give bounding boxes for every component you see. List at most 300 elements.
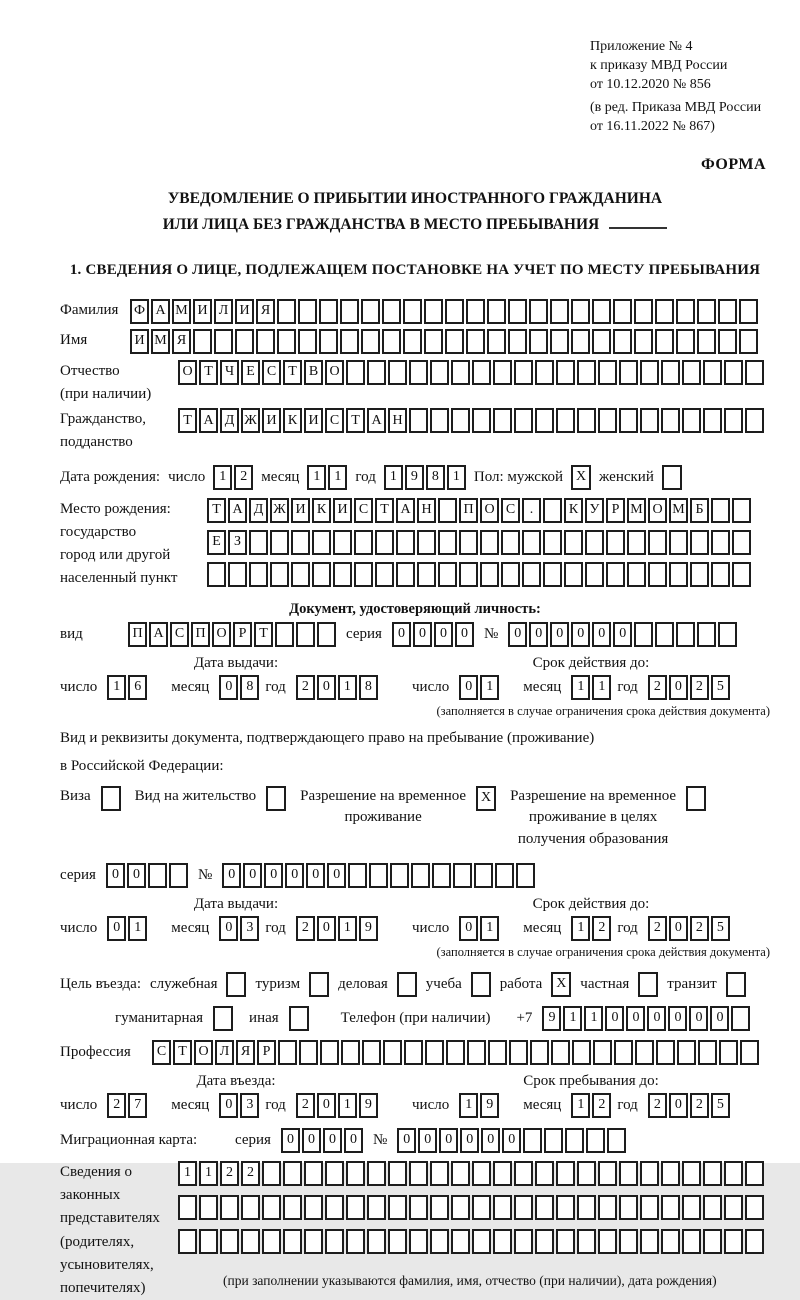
char-cell[interactable]: А	[228, 498, 247, 523]
char-cell[interactable]: 0	[529, 622, 548, 647]
char-cell[interactable]	[333, 562, 352, 587]
char-cell[interactable]	[669, 562, 688, 587]
char-cell[interactable]: Л	[214, 299, 233, 324]
char-cell[interactable]: З	[228, 530, 247, 555]
char-cell[interactable]	[501, 562, 520, 587]
char-cell[interactable]	[220, 1195, 239, 1220]
char-cell[interactable]	[745, 360, 764, 385]
purpose-tourism-checkbox[interactable]	[309, 972, 329, 997]
char-cell[interactable]: .	[522, 498, 541, 523]
purpose-other-checkbox[interactable]	[289, 1006, 309, 1031]
char-cell[interactable]	[656, 1040, 675, 1065]
char-cell[interactable]: 0	[323, 1128, 342, 1153]
char-cell[interactable]: 0	[455, 622, 474, 647]
char-cell[interactable]	[648, 562, 667, 587]
char-cell[interactable]	[711, 562, 730, 587]
char-cell[interactable]: Д	[249, 498, 268, 523]
char-cell[interactable]: 9	[405, 465, 424, 490]
char-cell[interactable]	[619, 1195, 638, 1220]
char-cell[interactable]: 1	[128, 916, 147, 941]
char-cell[interactable]: Я	[236, 1040, 255, 1065]
char-cell[interactable]	[425, 1040, 444, 1065]
char-cell[interactable]	[619, 408, 638, 433]
char-cell[interactable]: 8	[426, 465, 445, 490]
char-cell[interactable]	[522, 562, 541, 587]
char-cell[interactable]: М	[172, 299, 191, 324]
char-cell[interactable]	[522, 530, 541, 555]
char-cell[interactable]	[445, 299, 464, 324]
char-cell[interactable]	[480, 562, 499, 587]
char-cell[interactable]: 1	[563, 1006, 582, 1031]
char-cell[interactable]: Ж	[241, 408, 260, 433]
char-cell[interactable]: 0	[222, 863, 241, 888]
char-cell[interactable]: 0	[626, 1006, 645, 1031]
char-cell[interactable]: 0	[481, 1128, 500, 1153]
char-cell[interactable]	[235, 329, 254, 354]
char-cell[interactable]: 1	[459, 1093, 478, 1118]
char-cell[interactable]	[346, 1195, 365, 1220]
char-cell[interactable]: 1	[480, 675, 499, 700]
temp-permit-checkbox[interactable]: X	[476, 786, 496, 811]
char-cell[interactable]	[207, 562, 226, 587]
char-cell[interactable]	[501, 530, 520, 555]
char-cell[interactable]	[283, 1195, 302, 1220]
char-cell[interactable]	[256, 329, 275, 354]
char-cell[interactable]: 0	[605, 1006, 624, 1031]
char-cell[interactable]	[697, 299, 716, 324]
char-cell[interactable]	[516, 863, 535, 888]
char-cell[interactable]: 2	[690, 916, 709, 941]
char-cell[interactable]: О	[178, 360, 197, 385]
char-cell[interactable]: 2	[241, 1161, 260, 1186]
char-cell[interactable]	[262, 1161, 281, 1186]
char-cell[interactable]	[319, 329, 338, 354]
char-cell[interactable]: 0	[317, 1093, 336, 1118]
char-cell[interactable]: 5	[711, 675, 730, 700]
char-cell[interactable]	[719, 1040, 738, 1065]
char-cell[interactable]	[550, 299, 569, 324]
char-cell[interactable]	[514, 1195, 533, 1220]
char-cell[interactable]	[535, 1161, 554, 1186]
char-cell[interactable]	[543, 498, 562, 523]
char-cell[interactable]: И	[291, 498, 310, 523]
char-cell[interactable]	[613, 299, 632, 324]
char-cell[interactable]	[661, 1161, 680, 1186]
char-cell[interactable]	[745, 1195, 764, 1220]
char-cell[interactable]	[424, 299, 443, 324]
char-cell[interactable]: И	[262, 408, 281, 433]
char-cell[interactable]	[732, 562, 751, 587]
char-cell[interactable]	[333, 530, 352, 555]
char-cell[interactable]: Т	[199, 360, 218, 385]
char-cell[interactable]	[451, 1195, 470, 1220]
char-cell[interactable]: 0	[397, 1128, 416, 1153]
char-cell[interactable]: 7	[128, 1093, 147, 1118]
char-cell[interactable]	[228, 562, 247, 587]
purpose-humanitarian-checkbox[interactable]	[213, 1006, 233, 1031]
char-cell[interactable]	[493, 1229, 512, 1254]
char-cell[interactable]	[472, 1161, 491, 1186]
char-cell[interactable]	[661, 1229, 680, 1254]
char-cell[interactable]: 0	[669, 916, 688, 941]
char-cell[interactable]	[544, 1128, 563, 1153]
char-cell[interactable]	[446, 1040, 465, 1065]
char-cell[interactable]: И	[130, 329, 149, 354]
char-cell[interactable]	[598, 1161, 617, 1186]
char-cell[interactable]	[718, 329, 737, 354]
char-cell[interactable]	[474, 863, 493, 888]
char-cell[interactable]: 0	[571, 622, 590, 647]
char-cell[interactable]: 0	[613, 622, 632, 647]
char-cell[interactable]	[298, 329, 317, 354]
purpose-business-checkbox[interactable]	[397, 972, 417, 997]
char-cell[interactable]: 1	[338, 1093, 357, 1118]
char-cell[interactable]	[598, 408, 617, 433]
char-cell[interactable]	[317, 622, 336, 647]
char-cell[interactable]	[634, 622, 653, 647]
char-cell[interactable]: С	[501, 498, 520, 523]
char-cell[interactable]	[451, 1161, 470, 1186]
char-cell[interactable]: 1	[307, 465, 326, 490]
char-cell[interactable]	[299, 1040, 318, 1065]
char-cell[interactable]	[348, 863, 367, 888]
char-cell[interactable]	[739, 299, 758, 324]
purpose-private-checkbox[interactable]	[638, 972, 658, 997]
char-cell[interactable]: Т	[207, 498, 226, 523]
char-cell[interactable]: Я	[256, 299, 275, 324]
residence-permit-checkbox[interactable]	[266, 786, 286, 811]
char-cell[interactable]: 0	[264, 863, 283, 888]
visa-checkbox[interactable]	[101, 786, 121, 811]
char-cell[interactable]	[724, 1161, 743, 1186]
char-cell[interactable]	[388, 1229, 407, 1254]
char-cell[interactable]	[669, 530, 688, 555]
char-cell[interactable]: 0	[502, 1128, 521, 1153]
char-cell[interactable]	[325, 1195, 344, 1220]
char-cell[interactable]: 0	[317, 916, 336, 941]
char-cell[interactable]	[529, 329, 548, 354]
char-cell[interactable]: 0	[459, 675, 478, 700]
char-cell[interactable]: 0	[459, 916, 478, 941]
char-cell[interactable]: 0	[434, 622, 453, 647]
char-cell[interactable]	[361, 329, 380, 354]
char-cell[interactable]	[697, 329, 716, 354]
char-cell[interactable]: 1	[571, 675, 590, 700]
char-cell[interactable]: 2	[648, 916, 667, 941]
char-cell[interactable]	[472, 1229, 491, 1254]
char-cell[interactable]	[409, 360, 428, 385]
char-cell[interactable]	[535, 408, 554, 433]
char-cell[interactable]	[220, 1229, 239, 1254]
char-cell[interactable]: О	[212, 622, 231, 647]
char-cell[interactable]	[724, 1229, 743, 1254]
char-cell[interactable]	[340, 329, 359, 354]
char-cell[interactable]: Е	[241, 360, 260, 385]
char-cell[interactable]: 0	[243, 863, 262, 888]
purpose-transit-checkbox[interactable]	[726, 972, 746, 997]
char-cell[interactable]: П	[128, 622, 147, 647]
char-cell[interactable]	[697, 622, 716, 647]
char-cell[interactable]	[466, 329, 485, 354]
char-cell[interactable]	[598, 1229, 617, 1254]
char-cell[interactable]	[319, 299, 338, 324]
char-cell[interactable]	[535, 1229, 554, 1254]
char-cell[interactable]	[655, 329, 674, 354]
char-cell[interactable]: 1	[592, 675, 611, 700]
char-cell[interactable]: А	[367, 408, 386, 433]
char-cell[interactable]: Т	[283, 360, 302, 385]
char-cell[interactable]	[556, 1195, 575, 1220]
char-cell[interactable]	[403, 299, 422, 324]
char-cell[interactable]: 8	[240, 675, 259, 700]
char-cell[interactable]	[682, 1229, 701, 1254]
char-cell[interactable]: 0	[392, 622, 411, 647]
char-cell[interactable]: 0	[285, 863, 304, 888]
char-cell[interactable]: О	[648, 498, 667, 523]
char-cell[interactable]: Ч	[220, 360, 239, 385]
char-cell[interactable]: 0	[413, 622, 432, 647]
temp-permit-edu-checkbox[interactable]	[686, 786, 706, 811]
char-cell[interactable]	[199, 1195, 218, 1220]
char-cell[interactable]: 0	[460, 1128, 479, 1153]
char-cell[interactable]	[740, 1040, 759, 1065]
char-cell[interactable]	[283, 1229, 302, 1254]
char-cell[interactable]: С	[152, 1040, 171, 1065]
char-cell[interactable]: 2	[690, 1093, 709, 1118]
char-cell[interactable]	[640, 1161, 659, 1186]
char-cell[interactable]: 1	[107, 675, 126, 700]
char-cell[interactable]	[556, 1229, 575, 1254]
char-cell[interactable]: Ж	[270, 498, 289, 523]
char-cell[interactable]	[417, 562, 436, 587]
char-cell[interactable]	[424, 329, 443, 354]
char-cell[interactable]: 0	[219, 675, 238, 700]
char-cell[interactable]: И	[304, 408, 323, 433]
char-cell[interactable]: Р	[257, 1040, 276, 1065]
char-cell[interactable]: 0	[418, 1128, 437, 1153]
char-cell[interactable]	[430, 1229, 449, 1254]
char-cell[interactable]: 1	[571, 1093, 590, 1118]
char-cell[interactable]	[346, 1229, 365, 1254]
char-cell[interactable]	[640, 1229, 659, 1254]
char-cell[interactable]	[585, 562, 604, 587]
char-cell[interactable]	[676, 299, 695, 324]
char-cell[interactable]	[493, 408, 512, 433]
char-cell[interactable]	[472, 408, 491, 433]
char-cell[interactable]: 1	[328, 465, 347, 490]
char-cell[interactable]	[619, 1161, 638, 1186]
char-cell[interactable]	[676, 622, 695, 647]
char-cell[interactable]	[551, 1040, 570, 1065]
char-cell[interactable]: 0	[668, 1006, 687, 1031]
char-cell[interactable]: Т	[375, 498, 394, 523]
char-cell[interactable]	[508, 299, 527, 324]
char-cell[interactable]	[451, 1229, 470, 1254]
char-cell[interactable]	[325, 1161, 344, 1186]
char-cell[interactable]	[362, 1040, 381, 1065]
char-cell[interactable]: Е	[207, 530, 226, 555]
char-cell[interactable]	[550, 329, 569, 354]
char-cell[interactable]	[619, 360, 638, 385]
char-cell[interactable]	[409, 408, 428, 433]
char-cell[interactable]: А	[396, 498, 415, 523]
char-cell[interactable]	[340, 299, 359, 324]
char-cell[interactable]	[732, 498, 751, 523]
char-cell[interactable]: 1	[571, 916, 590, 941]
char-cell[interactable]	[383, 1040, 402, 1065]
char-cell[interactable]	[556, 360, 575, 385]
purpose-official-checkbox[interactable]	[226, 972, 246, 997]
char-cell[interactable]	[703, 1229, 722, 1254]
char-cell[interactable]: 1	[338, 675, 357, 700]
char-cell[interactable]: А	[199, 408, 218, 433]
char-cell[interactable]: М	[669, 498, 688, 523]
char-cell[interactable]	[493, 1195, 512, 1220]
char-cell[interactable]	[388, 360, 407, 385]
char-cell[interactable]	[270, 562, 289, 587]
char-cell[interactable]: 0	[710, 1006, 729, 1031]
char-cell[interactable]: 0	[317, 675, 336, 700]
char-cell[interactable]	[627, 562, 646, 587]
char-cell[interactable]	[676, 329, 695, 354]
char-cell[interactable]	[487, 329, 506, 354]
char-cell[interactable]	[432, 863, 451, 888]
char-cell[interactable]	[493, 360, 512, 385]
char-cell[interactable]: 0	[669, 1093, 688, 1118]
char-cell[interactable]	[565, 1128, 584, 1153]
char-cell[interactable]	[291, 562, 310, 587]
char-cell[interactable]: 2	[648, 675, 667, 700]
char-cell[interactable]	[291, 530, 310, 555]
char-cell[interactable]	[411, 863, 430, 888]
char-cell[interactable]	[640, 360, 659, 385]
char-cell[interactable]	[467, 1040, 486, 1065]
char-cell[interactable]: 0	[106, 863, 125, 888]
char-cell[interactable]: 0	[302, 1128, 321, 1153]
char-cell[interactable]	[585, 530, 604, 555]
char-cell[interactable]	[472, 1195, 491, 1220]
char-cell[interactable]	[320, 1040, 339, 1065]
sex-female-checkbox[interactable]	[662, 465, 682, 490]
char-cell[interactable]	[438, 498, 457, 523]
char-cell[interactable]	[556, 1161, 575, 1186]
char-cell[interactable]	[459, 562, 478, 587]
char-cell[interactable]: 0	[127, 863, 146, 888]
char-cell[interactable]	[275, 622, 294, 647]
char-cell[interactable]: 9	[542, 1006, 561, 1031]
char-cell[interactable]	[304, 1195, 323, 1220]
char-cell[interactable]	[711, 530, 730, 555]
char-cell[interactable]	[682, 1161, 701, 1186]
char-cell[interactable]: Б	[690, 498, 709, 523]
char-cell[interactable]	[451, 408, 470, 433]
char-cell[interactable]	[598, 360, 617, 385]
char-cell[interactable]	[367, 1195, 386, 1220]
char-cell[interactable]: 1	[480, 916, 499, 941]
char-cell[interactable]	[390, 863, 409, 888]
char-cell[interactable]	[514, 408, 533, 433]
purpose-work-checkbox[interactable]: X	[551, 972, 571, 997]
char-cell[interactable]	[682, 408, 701, 433]
char-cell[interactable]	[640, 1195, 659, 1220]
char-cell[interactable]	[543, 530, 562, 555]
char-cell[interactable]	[732, 530, 751, 555]
char-cell[interactable]: 0	[439, 1128, 458, 1153]
char-cell[interactable]	[451, 360, 470, 385]
char-cell[interactable]: 1	[213, 465, 232, 490]
char-cell[interactable]	[304, 1161, 323, 1186]
char-cell[interactable]	[718, 299, 737, 324]
char-cell[interactable]: И	[193, 299, 212, 324]
char-cell[interactable]: П	[191, 622, 210, 647]
char-cell[interactable]	[375, 530, 394, 555]
char-cell[interactable]: С	[325, 408, 344, 433]
char-cell[interactable]: Д	[220, 408, 239, 433]
char-cell[interactable]	[354, 530, 373, 555]
char-cell[interactable]: С	[170, 622, 189, 647]
char-cell[interactable]	[514, 1229, 533, 1254]
char-cell[interactable]	[677, 1040, 696, 1065]
char-cell[interactable]: 0	[219, 916, 238, 941]
char-cell[interactable]: 1	[447, 465, 466, 490]
char-cell[interactable]	[404, 1040, 423, 1065]
char-cell[interactable]: 1	[199, 1161, 218, 1186]
char-cell[interactable]	[543, 562, 562, 587]
char-cell[interactable]	[514, 360, 533, 385]
char-cell[interactable]: Р	[233, 622, 252, 647]
char-cell[interactable]	[607, 1128, 626, 1153]
char-cell[interactable]	[296, 622, 315, 647]
char-cell[interactable]: 2	[296, 675, 315, 700]
char-cell[interactable]: 2	[592, 916, 611, 941]
char-cell[interactable]	[396, 530, 415, 555]
char-cell[interactable]: 2	[690, 675, 709, 700]
char-cell[interactable]	[606, 562, 625, 587]
char-cell[interactable]: М	[627, 498, 646, 523]
char-cell[interactable]	[724, 360, 743, 385]
char-cell[interactable]	[593, 1040, 612, 1065]
char-cell[interactable]	[325, 1229, 344, 1254]
char-cell[interactable]: И	[235, 299, 254, 324]
char-cell[interactable]	[430, 408, 449, 433]
char-cell[interactable]	[556, 408, 575, 433]
char-cell[interactable]	[682, 1195, 701, 1220]
char-cell[interactable]: 9	[359, 916, 378, 941]
char-cell[interactable]: 0	[647, 1006, 666, 1031]
char-cell[interactable]	[445, 329, 464, 354]
char-cell[interactable]	[613, 329, 632, 354]
char-cell[interactable]	[438, 562, 457, 587]
char-cell[interactable]	[249, 562, 268, 587]
char-cell[interactable]: Т	[173, 1040, 192, 1065]
char-cell[interactable]	[312, 562, 331, 587]
char-cell[interactable]: 1	[584, 1006, 603, 1031]
char-cell[interactable]	[472, 360, 491, 385]
char-cell[interactable]	[459, 530, 478, 555]
char-cell[interactable]	[304, 1229, 323, 1254]
char-cell[interactable]: Я	[172, 329, 191, 354]
char-cell[interactable]	[745, 1161, 764, 1186]
char-cell[interactable]	[193, 329, 212, 354]
char-cell[interactable]: Н	[388, 408, 407, 433]
char-cell[interactable]	[571, 299, 590, 324]
char-cell[interactable]: А	[151, 299, 170, 324]
char-cell[interactable]	[438, 530, 457, 555]
char-cell[interactable]	[598, 1195, 617, 1220]
char-cell[interactable]: 2	[592, 1093, 611, 1118]
char-cell[interactable]: 0	[219, 1093, 238, 1118]
char-cell[interactable]	[529, 299, 548, 324]
